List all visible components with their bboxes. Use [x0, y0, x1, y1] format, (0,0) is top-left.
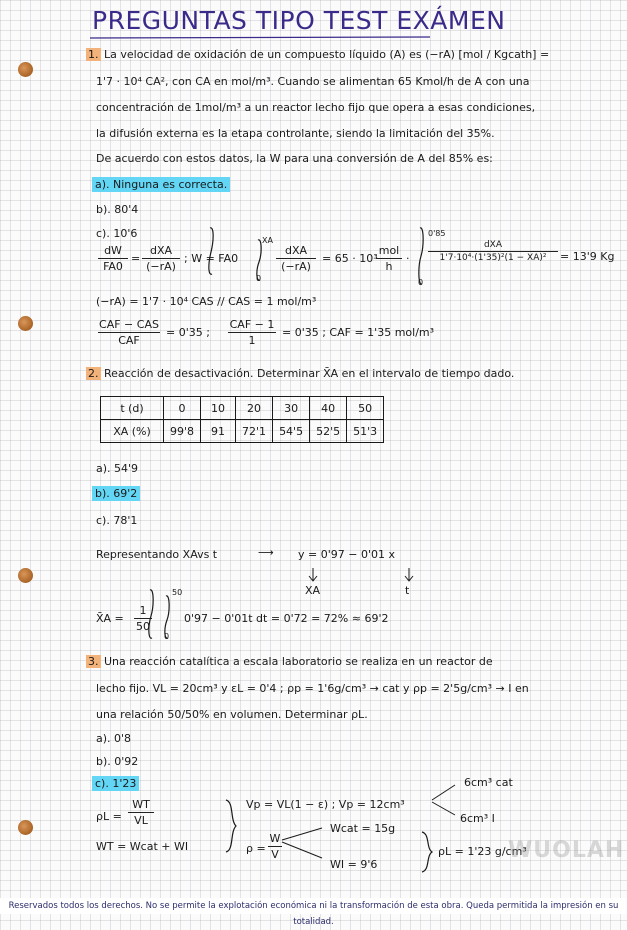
eq1-int-lower: 0	[256, 274, 262, 283]
q3-text-2: lecho fijo. VL = 20cm³ y εL = 0'4 ; ρp = 1'6g/cm³ → cat y ρp = 2'5g/cm³ → I en	[96, 682, 529, 695]
eq1-frac-dw-fa0: dW FA0	[98, 244, 128, 273]
q2-option-a: a). 54'9	[96, 462, 139, 475]
binder-hole	[18, 62, 33, 77]
eq1-dot: ·	[406, 252, 410, 265]
table-cell: 99'8	[164, 420, 201, 443]
footer-copyright: Reservados todos los derechos. No se permite la explotación económica ni la transformación de esta obra. Queda permitida la impresión en su totalidad.	[0, 898, 627, 914]
q3-vp-eq: Vp = VL(1 − ε) ; Vp = 12cm³	[246, 798, 405, 811]
eq1-int2-upper: 0'85	[428, 229, 446, 238]
q2-plot-eq: y = 0'97 − 0'01 x	[298, 548, 395, 561]
table-cell: 30	[273, 397, 310, 420]
q3-wi: WI = 9'6	[330, 858, 378, 871]
q3-option-b: b). 0'92	[96, 755, 139, 768]
q3-split-bottom: 6cm³ I	[460, 812, 495, 825]
eq1-int2-lower: 0	[418, 278, 424, 287]
q1-text-1: La velocidad de oxidación de un compuesto líquido (A) es (−rA) [mol / Kgcath] =	[104, 48, 550, 61]
table-row	[101, 420, 384, 443]
title-underline-line	[90, 37, 430, 38]
table-cell: 72'1	[236, 420, 273, 443]
q2-option-c: c). 78'1	[96, 514, 138, 527]
q1-number: 1.	[88, 48, 99, 61]
table-cell: XA (%)	[101, 420, 164, 443]
q3-split-top: 6cm³ cat	[464, 776, 513, 789]
eq1-eq2: = 65 · 10³	[322, 252, 378, 265]
eq3-mid: = 0'35 ;	[166, 326, 210, 339]
q2-avg-int-lower: 0	[164, 632, 170, 641]
q3-rho2-lhs: ρ =	[246, 842, 266, 855]
q1-text-3: concentración de 1mol/m³ a un reactor lecho fijo que opera a esas condiciones,	[96, 101, 536, 114]
q2-plot-arrow: ⟶	[258, 546, 274, 559]
rho-arrows	[282, 828, 322, 858]
down-arrow-xa	[309, 568, 317, 581]
q3-wcat: Wcat = 15g	[330, 822, 396, 835]
q3-rho-lhs: ρL =	[96, 810, 122, 823]
q2-statement: Reacción de desactivación. Determinar X̄A en el intervalo de tiempo dado.	[104, 367, 515, 380]
eq1-frac-kinetics: dXA 1'7·10⁴·(1'35)²(1 − XA)²	[428, 240, 558, 263]
eq3-frac-2: CAF − 1 1	[229, 318, 275, 347]
eq1-frac-dxa-ra: dXA (−rA)	[142, 244, 180, 273]
q1-option-b: b). 80'4	[96, 203, 139, 216]
brace-left	[226, 800, 236, 852]
q3-rho2-frac: W V	[269, 832, 281, 861]
q3-text-1: Una reacción catalítica a escala laboratorio se realiza en un reactor de	[104, 655, 493, 668]
binder-hole	[18, 568, 33, 583]
q2-data-table	[100, 396, 384, 443]
eq3-frac-1: CAF − CAS CAF	[99, 318, 159, 347]
table-cell: 20	[236, 397, 273, 420]
table-cell: 51'3	[347, 420, 384, 443]
q2-plot-xa: XA	[305, 584, 321, 597]
table-cell: t (d)	[101, 397, 164, 420]
eq1-frac-mol-h: mol h	[376, 244, 402, 273]
q2-avg-lhs: X̄A =	[96, 612, 124, 625]
table-cell: 50	[347, 397, 384, 420]
down-arrow-t	[405, 568, 413, 581]
eq1-int-upper: XA	[262, 236, 273, 245]
q1-text-5: De acuerdo con estos datos, la W para una conversión de A del 85% es:	[96, 152, 493, 165]
table-cell: 40	[310, 397, 347, 420]
q3-result: ρL = 1'23 g/cm³	[438, 845, 527, 858]
q2-number: 2.	[88, 367, 99, 380]
binder-hole	[18, 820, 33, 835]
binder-hole	[18, 316, 33, 331]
eq3-end: = 0'35 ; CAF = 1'35 mol/m³	[282, 326, 435, 339]
eq1-frac-dxa-ra-2: dXA (−rA)	[276, 244, 316, 273]
q3-line-1	[86, 655, 493, 668]
table-cell: 0	[164, 397, 201, 420]
q2-avg-int-upper: 50	[172, 588, 183, 597]
brace-right	[422, 832, 432, 872]
table-cell: 52'5	[310, 420, 347, 443]
eq1-result: = 13'9 Kg	[560, 250, 615, 263]
table-cell: 54'5	[273, 420, 310, 443]
q3-text-3: una relación 50/50% en volumen. Determinar ρL.	[96, 708, 368, 721]
table-row	[101, 397, 384, 420]
q1-option-a: a). Ninguna es correcta.	[92, 178, 230, 191]
eq2: (−rA) = 1'7 · 10⁴ CAS // CAS = 1 mol/m³	[96, 295, 317, 308]
q3-option-c: c). 1'23	[92, 777, 139, 790]
eq1-equals: =	[131, 252, 141, 265]
q3-option-a: a). 0'8	[96, 732, 132, 745]
q2-option-b: b). 69'2	[92, 487, 140, 500]
integral-sign-1	[209, 228, 213, 274]
q2-plot-t: t	[405, 584, 410, 597]
table-cell: 91	[201, 420, 236, 443]
q1-option-c: c). 10'6	[96, 227, 138, 240]
q1-text-4: la difusión externa es la etapa controlante, siendo la limitación del 35%.	[96, 127, 495, 140]
q3-number: 3.	[88, 655, 99, 668]
q2-avg-rhs: 0'97 − 0'01t dt = 0'72 = 72% ≈ 69'2	[184, 612, 389, 625]
q3-wt-eq: WT = Wcat + WI	[96, 840, 189, 853]
q2-plot-label: Representando XAvs t	[96, 548, 218, 561]
q3-rho-frac: WT VL	[128, 798, 154, 827]
split-arrows	[432, 785, 455, 815]
q1-line-1	[86, 48, 549, 61]
q2-line	[86, 367, 514, 380]
integral-sign-2	[419, 228, 423, 284]
watermark-logo: WUOLAH	[508, 838, 625, 863]
q2-avg-frac: 1 50	[136, 604, 150, 633]
eq1-w: ; W = FA0	[184, 252, 239, 265]
table-cell: 10	[201, 397, 236, 420]
page-title: PREGUNTAS TIPO TEST EXÁMEN	[92, 6, 506, 35]
q1-text-2: 1'7 · 10⁴ CA², con CA en mol/m³. Cuando se alimentan 65 Kmol/h de A con una	[96, 75, 530, 88]
